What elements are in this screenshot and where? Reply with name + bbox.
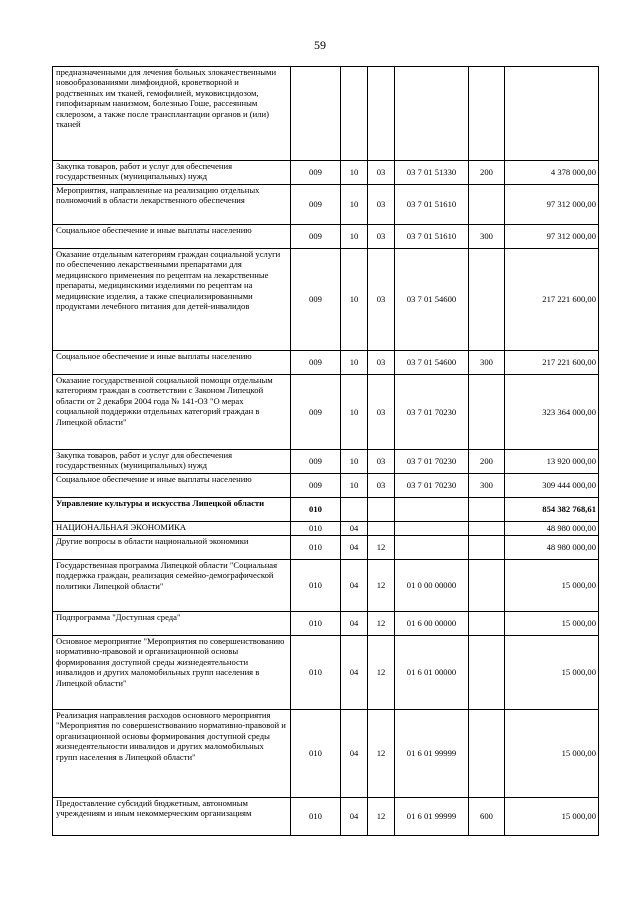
row-expense-type	[469, 710, 505, 798]
table-row	[53, 798, 599, 836]
row-section	[341, 67, 368, 161]
row-section: 04	[341, 798, 368, 836]
row-description: Закупка товаров, работ и услуг для обеспечения государственных (муниципальных) нужд	[53, 161, 291, 185]
row-target-article	[395, 536, 469, 560]
row-section: 04	[341, 612, 368, 636]
row-amount: 15 000,00	[505, 612, 599, 636]
table-row	[53, 536, 599, 560]
row-section: 04	[341, 560, 368, 612]
row-subsection: 03	[368, 249, 395, 351]
row-description: Социальное обеспечение и иные выплаты населению	[53, 474, 291, 498]
row-amount: 217 221 600,00	[505, 351, 599, 375]
row-section: 10	[341, 249, 368, 351]
row-subsection: 03	[368, 351, 395, 375]
row-expense-type	[469, 67, 505, 161]
row-subsection: 03	[368, 161, 395, 185]
row-section: 04	[341, 636, 368, 710]
row-expense-type: 200	[469, 450, 505, 474]
row-description: Реализация направления расходов основного мероприятия "Мероприятия по совершенствованию нормативно-правовой и организационной основы формирования доступной среды жизнедеятельности инвалидов и других маломобильных групп населения в Липецкой области"	[53, 710, 291, 798]
row-section: 10	[341, 161, 368, 185]
row-subsection: 12	[368, 636, 395, 710]
row-subsection: 12	[368, 560, 395, 612]
budget-table	[52, 66, 599, 836]
row-admin-code: 010	[291, 612, 341, 636]
row-admin-code: 009	[291, 450, 341, 474]
table-row	[53, 450, 599, 474]
row-description: предназначенными для лечения больных злокачественными новообразованиями лимфоидной, кроветворной и родственных им тканей, гемофилией, муковисцидозом, гипофизарным нанизмом, болезнью Гоше, рассеянным склерозом, а также после трансплантации органов и (или) тканей	[53, 67, 291, 161]
row-section: 10	[341, 375, 368, 450]
row-amount: 217 221 600,00	[505, 249, 599, 351]
row-section: 10	[341, 450, 368, 474]
row-admin-code: 009	[291, 351, 341, 375]
row-admin-code: 010	[291, 522, 341, 536]
row-subsection	[368, 498, 395, 522]
row-target-article: 01 6 01 00000	[395, 636, 469, 710]
row-amount	[505, 67, 599, 161]
table-row	[53, 67, 599, 161]
row-target-article: 01 0 00 00000	[395, 560, 469, 612]
row-target-article	[395, 67, 469, 161]
row-section: 04	[341, 536, 368, 560]
row-amount: 48 980 000,00	[505, 536, 599, 560]
row-target-article	[395, 522, 469, 536]
row-expense-type	[469, 375, 505, 450]
row-section	[341, 498, 368, 522]
table-row	[53, 710, 599, 798]
table-row	[53, 185, 599, 225]
row-admin-code	[291, 67, 341, 161]
row-section: 10	[341, 351, 368, 375]
row-expense-type	[469, 522, 505, 536]
row-description: НАЦИОНАЛЬНАЯ ЭКОНОМИКА	[53, 522, 291, 536]
table-row	[53, 161, 599, 185]
row-expense-type	[469, 185, 505, 225]
row-admin-code: 010	[291, 636, 341, 710]
row-description: Предоставление субсидий бюджетным, автономным учреждениям и иным некоммерческим организациям	[53, 798, 291, 836]
row-target-article: 03 7 01 54600	[395, 351, 469, 375]
row-description: Другие вопросы в области национальной экономики	[53, 536, 291, 560]
row-expense-type: 300	[469, 474, 505, 498]
row-amount: 13 920 000,00	[505, 450, 599, 474]
table-row	[53, 225, 599, 249]
row-expense-type	[469, 249, 505, 351]
row-admin-code: 010	[291, 710, 341, 798]
row-subsection	[368, 522, 395, 536]
page-number: 59	[314, 38, 326, 52]
row-expense-type	[469, 498, 505, 522]
row-target-article: 03 7 01 70230	[395, 375, 469, 450]
row-subsection: 03	[368, 225, 395, 249]
row-admin-code: 009	[291, 474, 341, 498]
row-admin-code: 010	[291, 498, 341, 522]
row-amount: 15 000,00	[505, 560, 599, 612]
table-row	[53, 522, 599, 536]
row-subsection: 03	[368, 474, 395, 498]
row-admin-code: 009	[291, 225, 341, 249]
table-row	[53, 560, 599, 612]
row-admin-code: 009	[291, 185, 341, 225]
row-expense-type	[469, 636, 505, 710]
row-target-article	[395, 498, 469, 522]
row-section: 10	[341, 225, 368, 249]
row-amount: 323 364 000,00	[505, 375, 599, 450]
row-subsection: 12	[368, 798, 395, 836]
row-amount: 15 000,00	[505, 798, 599, 836]
row-expense-type	[469, 560, 505, 612]
row-description: Основное мероприятие "Мероприятия по совершенствованию нормативно-правовой и организационной основы формирования доступной среды жизнедеятельности инвалидов и других маломобильных групп населения в Липецкой области"	[53, 636, 291, 710]
row-expense-type	[469, 612, 505, 636]
table-row	[53, 249, 599, 351]
row-target-article: 03 7 01 51610	[395, 185, 469, 225]
row-subsection: 12	[368, 710, 395, 798]
row-target-article: 01 6 01 99999	[395, 710, 469, 798]
row-description: Государственная программа Липецкой области "Социальная поддержка граждан, реализация семейно-демографической политики Липецкой области"	[53, 560, 291, 612]
row-subsection: 03	[368, 185, 395, 225]
row-target-article: 03 7 01 70230	[395, 474, 469, 498]
row-subsection	[368, 67, 395, 161]
row-description: Социальное обеспечение и иные выплаты населению	[53, 225, 291, 249]
row-subsection: 03	[368, 450, 395, 474]
row-section: 10	[341, 474, 368, 498]
row-admin-code: 010	[291, 560, 341, 612]
row-target-article: 01 6 00 00000	[395, 612, 469, 636]
row-expense-type: 600	[469, 798, 505, 836]
row-description: Подпрограмма "Доступная среда"	[53, 612, 291, 636]
row-amount: 309 444 000,00	[505, 474, 599, 498]
table-row	[53, 498, 599, 522]
row-expense-type: 300	[469, 225, 505, 249]
row-expense-type: 200	[469, 161, 505, 185]
row-section: 10	[341, 185, 368, 225]
row-expense-type	[469, 536, 505, 560]
row-target-article: 03 7 01 70230	[395, 450, 469, 474]
row-amount: 15 000,00	[505, 710, 599, 798]
row-description: Оказание отдельным категориям граждан социальной услуги по обеспечению лекарственными препаратами для медицинского применения по рецептам на лекарственные препараты, медицинскими изделиями по рецептам на медицинские изделия, а также специализированными продуктами лечебного питания для детей-инвалидов	[53, 249, 291, 351]
row-amount: 4 378 000,00	[505, 161, 599, 185]
row-target-article: 01 6 01 99999	[395, 798, 469, 836]
row-amount: 97 312 000,00	[505, 225, 599, 249]
row-description: Социальное обеспечение и иные выплаты населению	[53, 351, 291, 375]
row-admin-code: 009	[291, 375, 341, 450]
row-subsection: 12	[368, 536, 395, 560]
table-row	[53, 474, 599, 498]
row-admin-code: 010	[291, 798, 341, 836]
row-description: Мероприятия, направленные на реализацию отдельных полномочий в области лекарственного обеспечения	[53, 185, 291, 225]
table-row	[53, 636, 599, 710]
row-target-article: 03 7 01 51330	[395, 161, 469, 185]
budget-table-body	[53, 67, 599, 836]
row-amount: 15 000,00	[505, 636, 599, 710]
row-expense-type: 300	[469, 351, 505, 375]
row-amount: 854 382 768,61	[505, 498, 599, 522]
row-subsection: 12	[368, 612, 395, 636]
row-description: Управление культуры и искусства Липецкой области	[53, 498, 291, 522]
row-admin-code: 009	[291, 249, 341, 351]
row-description: Оказание государственной социальной помощи отдельным категориям граждан в соответствии с Законом Липецкой области от 2 декабря 2004 года № 141-ОЗ "О мерах социальной поддержки отдельных категорий граждан в Липецкой области"	[53, 375, 291, 450]
row-amount: 97 312 000,00	[505, 185, 599, 225]
row-subsection: 03	[368, 375, 395, 450]
row-admin-code: 010	[291, 536, 341, 560]
row-section: 04	[341, 522, 368, 536]
row-amount: 48 980 000,00	[505, 522, 599, 536]
row-target-article: 03 7 01 51610	[395, 225, 469, 249]
table-row	[53, 351, 599, 375]
row-section: 04	[341, 710, 368, 798]
row-target-article: 03 7 01 54600	[395, 249, 469, 351]
row-description: Закупка товаров, работ и услуг для обеспечения государственных (муниципальных) нужд	[53, 450, 291, 474]
table-row	[53, 612, 599, 636]
row-admin-code: 009	[291, 161, 341, 185]
table-row	[53, 375, 599, 450]
